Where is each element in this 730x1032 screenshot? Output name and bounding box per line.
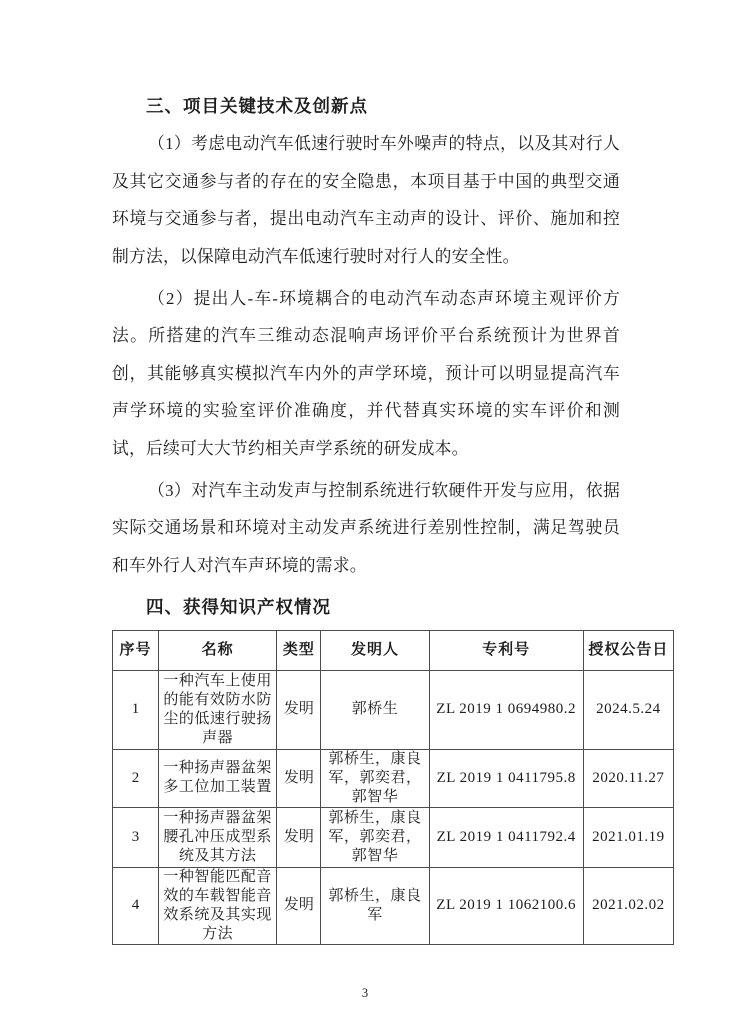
col-header-patent-no: 专利号: [429, 630, 583, 670]
page-number: 3: [361, 986, 369, 1000]
cell-no: 3: [113, 807, 159, 867]
document-content: [112, 88, 669, 945]
section-heading-ip: 四、获得知识产权情况: [146, 597, 331, 618]
cell-patent-no: ZL 2019 1 0694980.2: [429, 670, 583, 749]
cell-patent-no: ZL 2019 1 0411795.8: [429, 749, 583, 807]
cell-type: 发明: [277, 749, 321, 807]
cell-no: 4: [113, 867, 159, 944]
section-heading-key-tech: 三、项目关键技术及创新点: [146, 96, 368, 116]
col-header-name: 名称: [159, 630, 277, 670]
cell-name: 一种智能匹配音效的车载智能音效系统及其实现方法: [159, 867, 277, 944]
cell-grant-date: 2020.11.27: [583, 749, 673, 807]
table-row: [113, 867, 674, 944]
cell-name: 一种扬声器盆架多工位加工装置: [159, 749, 277, 807]
cell-inventors: 郭桥生，康良军: [321, 867, 429, 944]
col-header-grant-date: 授权公告日: [583, 630, 673, 670]
paragraph-3: （3）对汽车主动发声与控制系统进行软硬件开发与应用，依据实际交通场景和环境对主动发声系统进行差别性控制，满足驾驶员和车外行人对汽车声环境的需求。: [112, 481, 620, 575]
cell-name: 一种扬声器盆架腰孔冲压成型系统及其方法: [159, 807, 277, 867]
cell-type: 发明: [277, 807, 321, 867]
table-row: [113, 807, 674, 867]
cell-grant-date: 2021.01.19: [583, 807, 673, 867]
cell-patent-no: ZL 2019 1 0411792.4: [429, 807, 583, 867]
cell-inventors: 郭桥生: [321, 670, 429, 749]
col-header-no: 序号: [113, 630, 159, 670]
col-header-type: 类型: [277, 630, 321, 670]
cell-no: 2: [113, 749, 159, 807]
cell-grant-date: 2024.5.24: [583, 670, 673, 749]
paragraph-2: （2）提出人-车-环境耦合的电动汽车动态声环境主观评价方法。所搭建的汽车三维动态混响声场评价平台系统预计为世界首创，其能够真实模拟汽车内外的声学环境，预计可以明显提高汽车声学环境的实验室评价准确度，并代替真实环境的实车评价和测试，后续可大大节约相关声学系统的研发成本。: [112, 289, 620, 458]
paragraph-1: （1）考虑电动汽车低速行驶时车外噪声的特点，以及其对行人及其它交通参与者的存在的安全隐患，本项目基于中国的典型交通环境与交通参与者，提出电动汽车主动声的设计、评价、施加和控制方法，以保障电动汽车低速行驶时对行人的安全性。: [112, 134, 620, 266]
cell-type: 发明: [277, 670, 321, 749]
cell-inventors: 郭桥生，康良军，郭奕君，郭智华: [321, 749, 429, 807]
cell-name: 一种汽车上使用的能有效防水防尘的低速行驶扬声器: [159, 670, 277, 749]
cell-grant-date: 2021.02.02: [583, 867, 673, 944]
cell-patent-no: ZL 2019 1 1062100.6: [429, 867, 583, 944]
ip-rights-table: [112, 630, 674, 945]
table-row: [113, 749, 674, 807]
cell-inventors: 郭桥生，康良军，郭奕君，郭智华: [321, 807, 429, 867]
col-header-inventors: 发明人: [321, 630, 429, 670]
table-header-row: [113, 630, 674, 670]
table-row: [113, 670, 674, 749]
cell-type: 发明: [277, 867, 321, 944]
cell-no: 1: [113, 670, 159, 749]
